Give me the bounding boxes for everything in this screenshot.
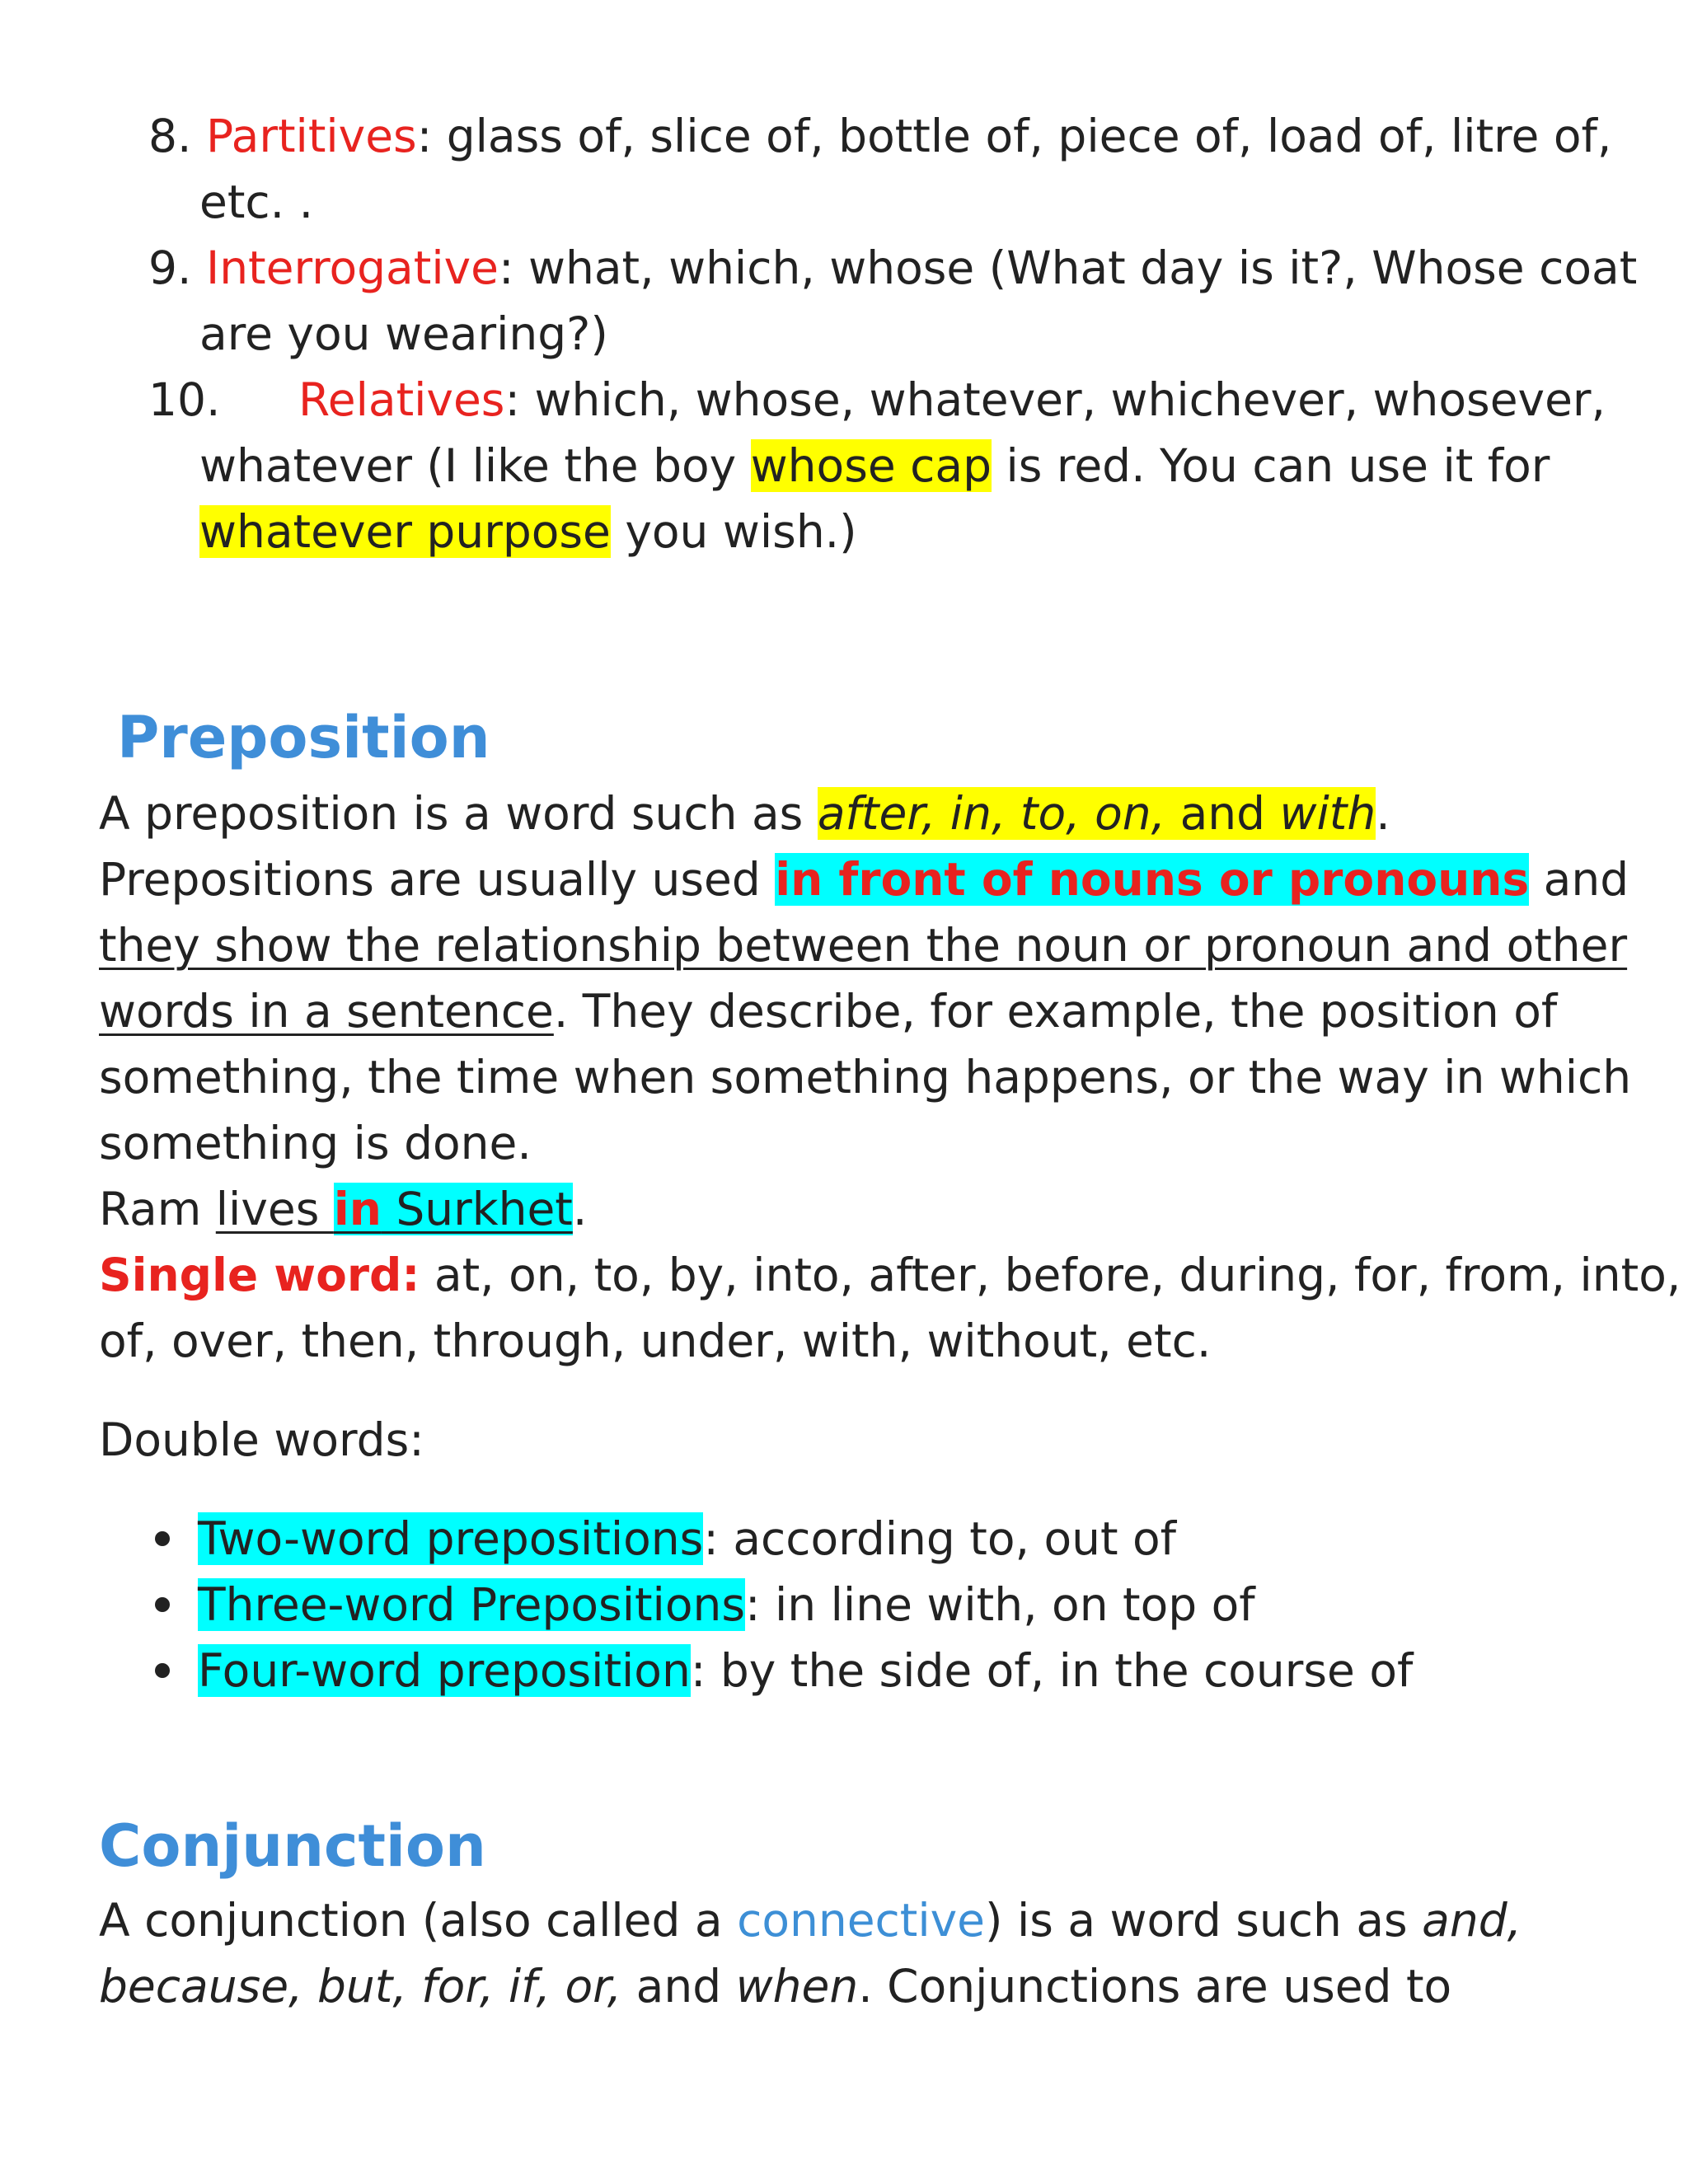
heading-conjunction: Conjunction: [99, 1812, 486, 1880]
list-item-10-line2: [199, 433, 1550, 499]
body-text: and: [1165, 787, 1280, 840]
body-text: ) is a word such as: [985, 1894, 1423, 1947]
italic-examples: because, but, for, if, or,: [99, 1960, 622, 2013]
underlined-text: lives: [215, 1183, 334, 1235]
body-text: : according to, out of: [703, 1512, 1177, 1565]
list-item-9-continued: [199, 301, 608, 367]
body-text: something is done.: [99, 1117, 532, 1169]
conjunction-line-1: [99, 1887, 1522, 1953]
body-text: : in line with, on top of: [745, 1578, 1255, 1631]
preposition-line-6: [99, 1110, 532, 1176]
preposition-line-4: [99, 978, 1557, 1044]
list-item: [155, 1638, 1413, 1704]
body-text: something, the time when something happens, or the way in which: [99, 1051, 1632, 1104]
heading-preposition: Preposition: [117, 704, 490, 771]
term-interrogative: Interrogative: [205, 241, 499, 294]
body-text: at, on, to, by, into, after, before, during, for, from, into,: [420, 1249, 1681, 1301]
list-item-10-line3: [199, 499, 857, 565]
item-text: are you wearing?): [199, 307, 608, 360]
bullet-icon: [155, 1531, 170, 1546]
list-number: 10.: [148, 373, 221, 426]
body-text: A conjunction (also called a: [99, 1894, 738, 1947]
underlined-text: they show the relationship between the noun or pronoun and other: [99, 919, 1628, 972]
list-item-8: [148, 103, 1611, 169]
preposition-example: [99, 1176, 587, 1242]
body-text: and: [621, 1960, 736, 2013]
list-item-10: [148, 367, 1606, 433]
body-text: A preposition is a word such as: [99, 787, 818, 840]
preposition-line-2: [99, 846, 1629, 912]
highlight-whatever-purpose: whatever purpose: [199, 505, 611, 558]
underlined-text: words in a sentence: [99, 985, 554, 1038]
italic-examples: and,: [1422, 1894, 1522, 1947]
list-number: 9.: [148, 241, 192, 294]
italic-examples: when: [735, 1960, 859, 2013]
list-item: [155, 1506, 1176, 1572]
body-text: . They describe, for example, the position of: [553, 985, 1558, 1038]
highlight-whose-cap: whose cap: [750, 439, 992, 492]
bullet-icon: [155, 1663, 170, 1678]
body-text: and: [1529, 853, 1629, 906]
body-text: Ram: [99, 1183, 216, 1235]
italic-examples: with: [1279, 787, 1376, 840]
preposition-line-3: [99, 912, 1627, 978]
highlight-term: Two-word prepositions: [198, 1512, 704, 1565]
single-word-line-2: [99, 1308, 1211, 1374]
item-text: etc. .: [199, 176, 314, 228]
conjunction-line-2: [99, 1953, 1451, 2019]
highlight-term: Four-word preposition: [198, 1644, 691, 1697]
highlight-front-of-nouns: in front of nouns or pronouns: [775, 853, 1530, 906]
preposition-line-5: [99, 1044, 1631, 1110]
highlight-in-surkhet: [334, 1183, 573, 1235]
item-text: is red. You can use it for: [992, 439, 1550, 492]
underlined-text: Surkhet: [381, 1183, 573, 1235]
preposition-line-1: [99, 780, 1390, 846]
body-text: Double words:: [99, 1413, 424, 1466]
body-text: : by the side of, in the course of: [690, 1644, 1414, 1697]
connective-link[interactable]: connective: [737, 1894, 986, 1947]
list-item: [155, 1572, 1255, 1638]
list-item-8-continued: [199, 169, 313, 235]
highlight-term: Three-word Prepositions: [198, 1578, 746, 1631]
single-word-line-1: [99, 1242, 1681, 1308]
bold-in: in: [333, 1183, 382, 1235]
body-text: . Conjunctions are used to: [858, 1960, 1452, 2013]
italic-examples: after, in, to, on,: [817, 787, 1166, 840]
double-words-label: [99, 1407, 424, 1473]
item-text: : glass of, slice of, bottle of, piece of, load of, litre of,: [416, 110, 1612, 162]
body-text: of, over, then, through, under, with, without, etc.: [99, 1315, 1212, 1367]
item-text: you wish.): [610, 505, 857, 558]
item-text: : which, whose, whatever, whichever, whosever,: [504, 373, 1606, 426]
term-relatives: Relatives: [298, 373, 505, 426]
highlight-examples: [818, 787, 1376, 840]
body-text: .: [572, 1183, 588, 1235]
bullet-icon: [155, 1597, 170, 1612]
list-item-9: [148, 235, 1637, 301]
body-text: .: [1376, 787, 1390, 840]
list-number: 8.: [148, 110, 192, 162]
single-word-label: Single word:: [99, 1249, 420, 1301]
item-text: : what, which, whose (What day is it?, Whose coat: [499, 241, 1638, 294]
body-text: Prepositions are usually used: [99, 853, 776, 906]
item-text: whatever (I like the boy: [199, 439, 751, 492]
term-partitives: Partitives: [205, 110, 417, 162]
